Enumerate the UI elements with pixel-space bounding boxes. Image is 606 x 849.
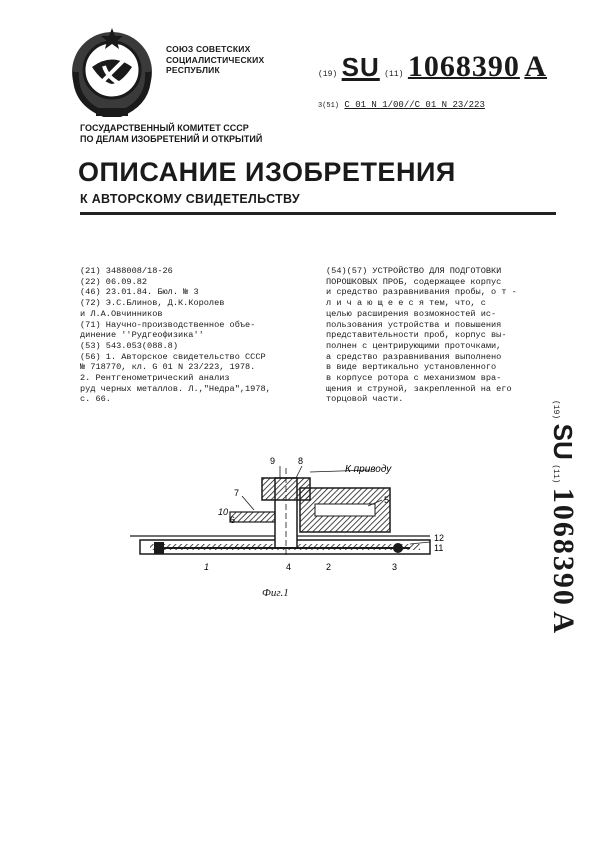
ref-number: 5 — [384, 495, 390, 505]
abstract-line: щения и струной, закрепленной на его — [326, 383, 512, 394]
country-line: СОЦИАЛИСТИЧЕСКИХ — [166, 54, 265, 65]
country-line: РЕСПУБЛИК — [166, 65, 220, 75]
biblio-line: и Л.А.Овчинников — [80, 308, 163, 319]
abstract-line: в виде вертикально установленного — [326, 362, 497, 373]
document-title: ОПИСАНИЕ ИЗОБРЕТЕНИЯ — [78, 157, 456, 187]
patent-number: 1068390 — [547, 487, 580, 607]
ref-number: 1 — [204, 562, 210, 572]
ref-number: 11 — [434, 543, 444, 553]
side-arm — [230, 512, 275, 522]
device-drawing — [130, 448, 450, 608]
right-clamp — [393, 543, 403, 553]
vertical-patent-number — [540, 400, 580, 660]
inid-code-51: 3(51) — [318, 102, 340, 110]
committee-line: ГОСУДАРСТВЕННЫЙ КОМИТЕТ СССР — [80, 123, 249, 133]
ref-number: 2 — [326, 562, 332, 572]
inid-code-11: (11) — [551, 464, 560, 484]
document-subtitle: К АВТОРСКОМУ СВИДЕТЕЛЬСТВУ — [80, 192, 300, 206]
abstract-line: а средство разравнивания выполнено — [326, 351, 502, 362]
ref-number: 6 — [230, 515, 236, 525]
abstract-line: ПОРОШКОВЫХ ПРОБ, содержащее корпус — [326, 276, 502, 287]
biblio-line: 2. Рентгенометрический анализ — [80, 373, 230, 384]
biblio-line: (46) 23.01.84. Бюл. № 3 — [80, 287, 199, 298]
country-line: СОЮЗ СОВЕТСКИХ — [166, 44, 251, 54]
ref-number: 9 — [270, 456, 276, 466]
ipc-value: С 01 N 1/00//С 01 N 23/223 — [344, 100, 485, 110]
kind-code: A — [524, 50, 548, 83]
patent-number: 1068390 — [407, 50, 520, 83]
abstract-line: представительности проб, корпус вы- — [326, 330, 507, 341]
abstract-line: целью расширения возможностей ис- — [326, 308, 497, 319]
ref-number: 4 — [286, 562, 292, 572]
figure-caption: Фиг.1 — [262, 587, 289, 599]
biblio-line: (21) 3488008/18-26 — [80, 266, 173, 276]
divider — [80, 212, 556, 215]
biblio-line: (56) 1. Авторское свидетельство СССР — [80, 351, 266, 362]
ussr-emblem — [62, 22, 162, 122]
drive-label: К приводу — [345, 464, 392, 475]
bibliographic-data — [80, 266, 316, 405]
biblio-line: (53) 543.053(088.8) — [80, 340, 178, 351]
abstract-line: и средство разравнивания пробы, о т - — [326, 287, 517, 298]
inid-code-19: (19) — [551, 400, 560, 420]
rotor-slot — [315, 504, 375, 516]
ref-number: 3 — [392, 562, 398, 572]
publication-number — [318, 50, 547, 84]
inid-code-19: (19) — [318, 70, 338, 79]
ipc-classification — [318, 100, 485, 110]
biblio-line: (71) Научно-производственное объе- — [80, 319, 256, 330]
country-code: SU — [341, 52, 380, 82]
inid-code-11: (11) — [384, 70, 404, 79]
biblio-line: (72) Э.С.Блинов, Д.К.Королев — [80, 298, 225, 309]
ref-number: 7 — [234, 488, 240, 498]
left-clamp — [154, 542, 164, 554]
abstract-line: в корпусе ротора с механизмом вра- — [326, 373, 502, 384]
abstract — [326, 266, 566, 405]
abstract-line: пользования устройства и повышения — [326, 319, 502, 330]
country-code: SU — [548, 423, 578, 460]
committee-line: ПО ДЕЛАМ ИЗОБРЕТЕНИЙ И ОТКРЫТИЙ — [80, 134, 263, 144]
abstract-line: торцовой части. — [326, 394, 404, 405]
biblio-line: (22) 06.09.82 — [80, 276, 148, 287]
biblio-line: руд черных металлов. Л.,"Недра",1978, — [80, 383, 271, 394]
abstract-line: (54)(57) УСТРОЙСТВО ДЛЯ ПОДГОТОВКИ — [326, 266, 502, 276]
kind-code: A — [547, 611, 580, 636]
country-name — [166, 44, 264, 76]
biblio-line: № 718770, кл. G 01 N 23/223, 1978. — [80, 362, 256, 373]
abstract-line: л и ч а ю щ е е с я тем, что, с — [326, 298, 486, 309]
committee — [80, 123, 262, 145]
biblio-line: с. 66. — [80, 394, 111, 405]
abstract-line: полнен с центрирующими проточками, — [326, 340, 502, 351]
ref-number: 12 — [434, 533, 445, 543]
ref-number: 8 — [298, 456, 304, 466]
biblio-line: динение ''Рудгеофизика'' — [80, 330, 204, 341]
ref-number: 10 — [218, 507, 229, 517]
